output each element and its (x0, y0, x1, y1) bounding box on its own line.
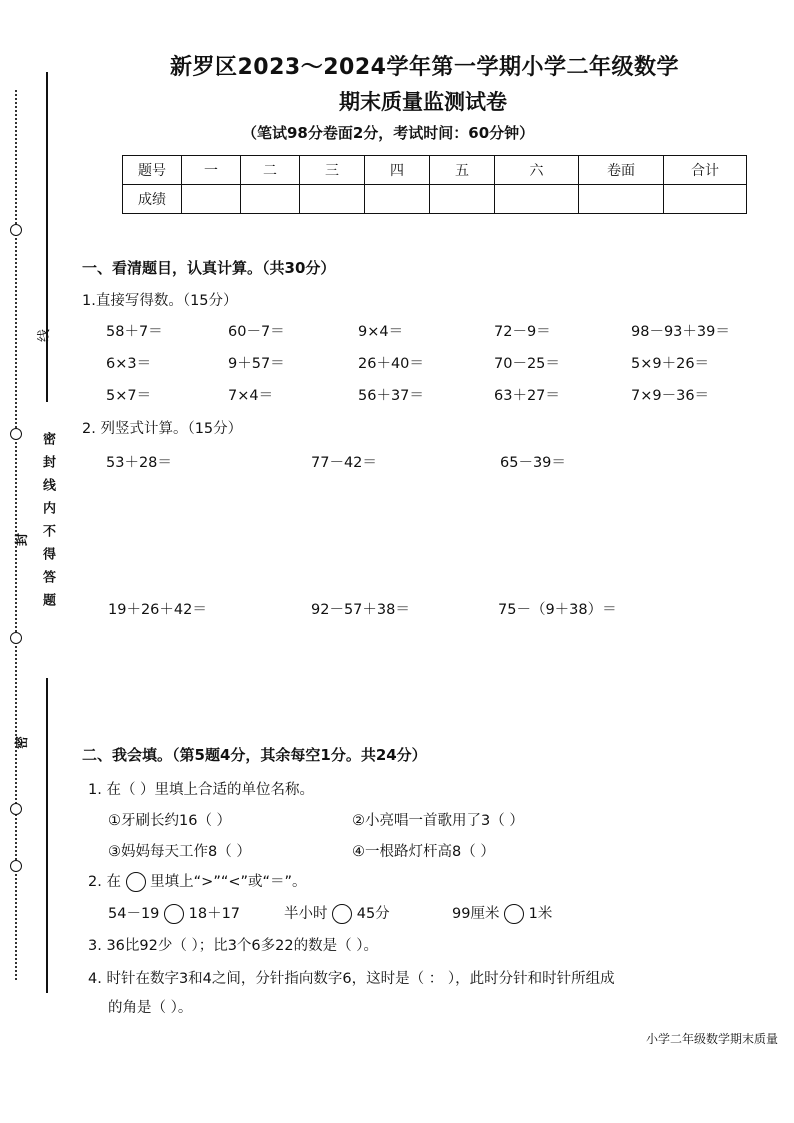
compare-item (284, 902, 390, 924)
section2-q2-label (88, 870, 307, 892)
vertical-calc-item: 75－（9＋38）＝ (498, 602, 617, 618)
section1-q1-label: 1.直接写得数。（15分） (82, 293, 238, 309)
score-cell[interactable] (241, 185, 300, 214)
calc-item: 98－93＋39＝ (631, 324, 730, 340)
fill-item: ①牙刷长约16（ ） (108, 813, 232, 829)
calc-item: 60－7＝ (228, 324, 285, 340)
section1-q2-label: 2. 列竖式计算。（15分） (82, 421, 243, 437)
calc-item: 63＋27＝ (494, 388, 560, 404)
vertical-calc-item: 92－57＋38＝ (311, 602, 410, 618)
score-header-cell: 卷面 (579, 156, 664, 185)
binding-hole-5 (10, 860, 22, 872)
compare-circle-icon (126, 872, 146, 892)
score-cell[interactable] (182, 185, 241, 214)
binding-line-top (46, 72, 48, 402)
score-row-label: 成绩 (123, 185, 182, 214)
score-header-cell: 五 (430, 156, 495, 185)
score-cell[interactable] (300, 185, 365, 214)
score-table (122, 155, 747, 214)
compare-right: 1米 (528, 906, 553, 922)
score-header-cell: 六 (495, 156, 579, 185)
compare-right: 18＋17 (188, 906, 241, 922)
vertical-calc-item: 65－39＝ (500, 455, 566, 471)
compare-left: 54－19 (108, 906, 160, 922)
score-cell[interactable] (430, 185, 495, 214)
compare-item (452, 902, 552, 924)
fill-item: ④一根路灯杆高8（ ） (352, 844, 495, 860)
section2-q2-suffix: 里填上“>”“<”或“＝”。 (150, 874, 307, 890)
calc-item: 5×7＝ (106, 388, 152, 404)
compare-left: 99厘米 (452, 906, 500, 922)
calc-item: 58＋7＝ (106, 324, 163, 340)
compare-answer-circle[interactable] (164, 904, 184, 924)
section2-q4-line1: 4. 时针在数字3和4之间，分针指向数字6，这时是（ ： ），此时分针和时针所组成 (88, 971, 615, 987)
compare-right: 45分 (356, 906, 390, 922)
calc-item: 6×3＝ (106, 356, 152, 372)
section1-heading: 一、看清题目，认真计算。（共30分） (82, 259, 336, 277)
score-cell[interactable] (579, 185, 664, 214)
section2-heading: 二、我会填。（第5题4分，其余每空1分。共24分） (82, 746, 427, 764)
fill-item: ③妈妈每天工作8（ ） (108, 844, 251, 860)
score-header-cell: 二 (241, 156, 300, 185)
exam-subtitle-title: 期末质量监测试卷 (339, 90, 507, 114)
score-table-header-row (123, 156, 747, 185)
section2-q3: 3. 36比92少（ ）；比3个6多22的数是（ ）。 (88, 938, 378, 954)
binding-hole-3 (10, 632, 22, 644)
calc-item: 72－9＝ (494, 324, 551, 340)
exam-title: 新罗区2023～2024学年第一学期小学二年级数学 (170, 55, 679, 80)
score-cell[interactable] (664, 185, 747, 214)
binding-line-bottom (46, 678, 48, 993)
compare-item (108, 902, 240, 924)
compare-answer-circle[interactable] (332, 904, 352, 924)
compare-left: 半小时 (284, 906, 328, 922)
score-header-cell: 四 (365, 156, 430, 185)
calc-item: 7×9－36＝ (631, 388, 710, 404)
score-header-cell: 题号 (123, 156, 182, 185)
vertical-calc-item: 19＋26＋42＝ (108, 602, 207, 618)
calc-item: 70－25＝ (494, 356, 560, 372)
vertical-calc-item: 53＋28＝ (106, 455, 172, 471)
binding-hole-1 (10, 224, 22, 236)
page-footer: 小学二年级数学期末质量 (646, 1032, 779, 1046)
binding-label-feng: 封 (15, 532, 31, 547)
score-header-cell: 三 (300, 156, 365, 185)
calc-item: 56＋37＝ (358, 388, 424, 404)
score-cell[interactable] (495, 185, 579, 214)
score-header-cell: 一 (182, 156, 241, 185)
binding-note: 密封线内不得答题 (40, 432, 55, 616)
section2-q1-label: 1. 在（ ）里填上合适的单位名称。 (88, 782, 315, 798)
score-table-score-row (123, 185, 747, 214)
calc-item: 9＋57＝ (228, 356, 285, 372)
binding-label-xian: 线 (37, 328, 53, 343)
binding-hole-4 (10, 803, 22, 815)
exam-info: （笔试98分卷面2分，考试时间：60分钟） (242, 124, 535, 142)
calc-item: 9×4＝ (358, 324, 404, 340)
vertical-calc-item: 77－42＝ (311, 455, 377, 471)
score-header-cell: 合计 (664, 156, 747, 185)
section2-q4-line2: 的角是（ ）。 (108, 1000, 193, 1016)
section2-q2-prefix: 2. 在 (88, 874, 121, 890)
score-cell[interactable] (365, 185, 430, 214)
binding-hole-2 (10, 428, 22, 440)
compare-answer-circle[interactable] (504, 904, 524, 924)
calc-item: 5×9＋26＝ (631, 356, 710, 372)
calc-item: 26＋40＝ (358, 356, 424, 372)
fill-item: ②小亮唱一首歌用了3（ ） (352, 813, 524, 829)
binding-label-mi: 密 (15, 735, 31, 750)
calc-item: 7×4＝ (228, 388, 274, 404)
